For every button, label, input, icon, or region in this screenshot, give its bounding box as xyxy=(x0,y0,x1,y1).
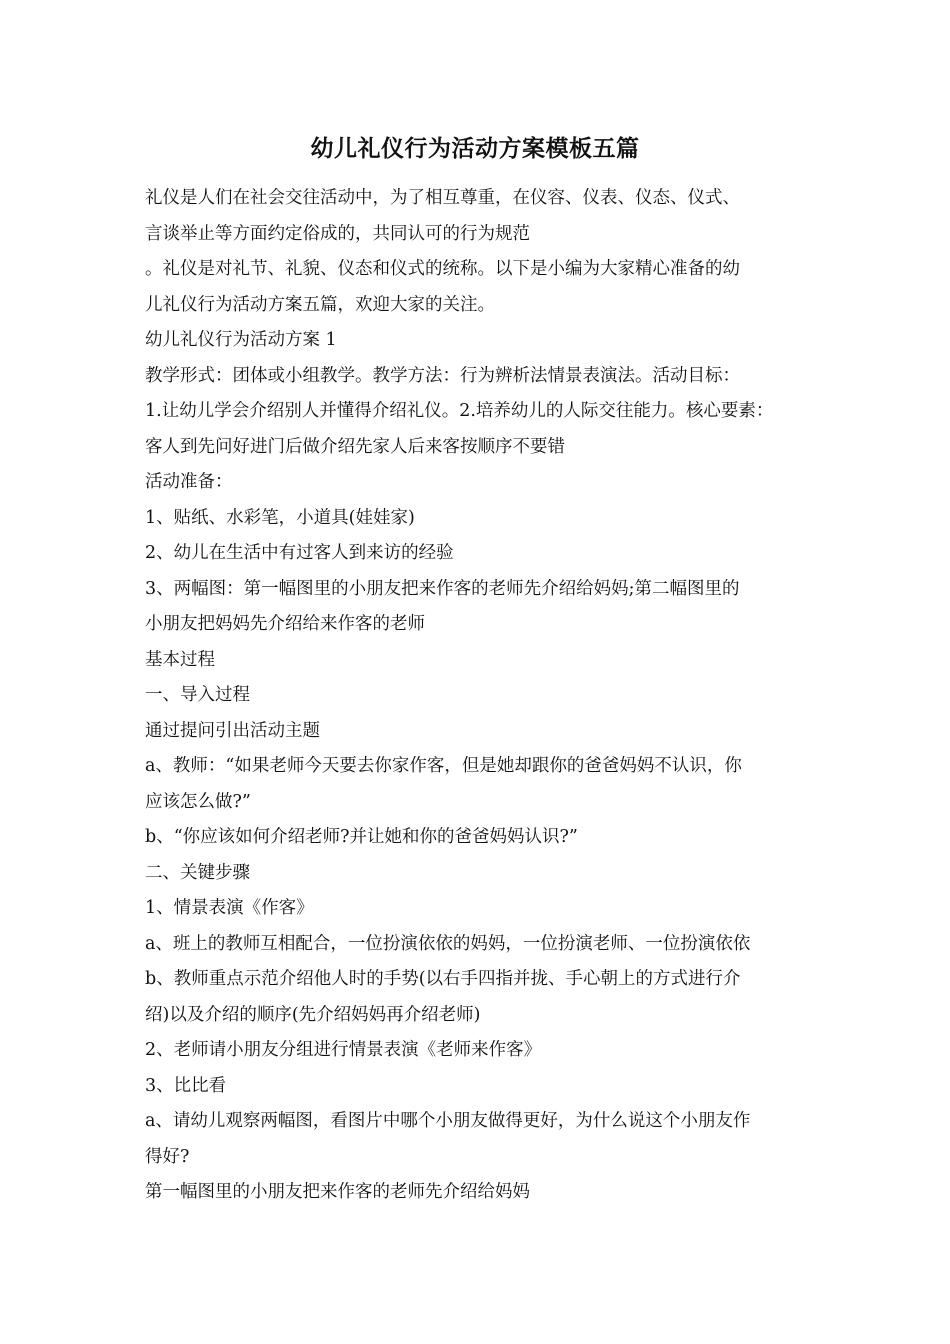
section-heading: 基本过程 xyxy=(145,649,215,670)
list-item: a、教师：“如果老师今天要去你家作客，但是她却跟你的爸爸妈妈不认识，你 xyxy=(145,756,742,776)
list-item: a、班上的教师互相配合，一位扮演依依的妈妈，一位扮演老师、一位扮演依依 xyxy=(145,933,751,954)
list-item: b、“你应该如何介绍老师?并让她和你的爸爸妈妈认识?” xyxy=(145,827,578,847)
text-line: 客人到先问好进门后做介绍先家人后来客按顺序不要错 xyxy=(145,436,565,457)
text-line: 第一幅图里的小朋友把来作客的老师先介绍给妈妈 xyxy=(145,1182,530,1202)
list-item: a、请幼儿观察两幅图，看图片中哪个小朋友做得更好，为什么说这个小朋友作 xyxy=(145,1111,751,1131)
list-item: 2、老师请小朋友分组进行情景表演《老师来作客》 xyxy=(145,1040,542,1060)
text-line: 教学形式：团体或小组教学。教学方法：行为辨析法情景表演法。活动目标： xyxy=(145,365,740,386)
text-line: 言谈举止等方面约定俗成的，共同认可的行为规范 xyxy=(145,223,530,244)
text-line: 绍)以及介绍的顺序(先介绍妈妈再介绍老师) xyxy=(145,1004,481,1025)
list-item: 3、两幅图：第一幅图里的小朋友把来作客的老师先介绍给妈妈;第二幅图里的 xyxy=(145,578,740,599)
text-line: 活动准备： xyxy=(145,472,233,492)
list-item: 3、比比看 xyxy=(145,1075,227,1096)
text-line: 1.让幼儿学会介绍别人并懂得介绍礼仪。2.培养幼儿的人际交往能力。核心要素： xyxy=(145,401,774,421)
list-item: 1、贴纸、水彩笔，小道具(娃娃家) xyxy=(145,507,415,528)
section-heading: 二、关键步骤 xyxy=(145,862,250,883)
text-line: 得好? xyxy=(145,1146,190,1167)
section-heading: 幼儿礼仪行为活动方案 1 xyxy=(145,330,337,350)
document-title: 幼儿礼仪行为活动方案模板五篇 xyxy=(310,135,640,162)
text-line: 通过提问引出活动主题 xyxy=(145,720,320,741)
list-item: 1、情景表演《作客》 xyxy=(145,898,314,918)
list-item: b、教师重点示范介绍他人时的手势(以右手四指并拢、手心朝上的方式进行介 xyxy=(145,969,741,989)
text-line: 应该怎么做?” xyxy=(145,791,251,812)
list-item: 2、幼儿在生活中有过客人到来访的经验 xyxy=(145,543,454,563)
document-body xyxy=(145,181,815,1211)
text-line: 。礼仪是对礼节、礼貌、仪态和仪式的统称。以下是小编为大家精心准备的幼 xyxy=(145,259,740,279)
section-heading: 一、导入过程 xyxy=(145,685,250,705)
text-line: 小朋友把妈妈先介绍给来作客的老师 xyxy=(145,614,425,634)
text-line: 儿礼仪行为活动方案五篇，欢迎大家的关注。 xyxy=(145,294,495,315)
text-line: 礼仪是人们在社会交往活动中，为了相互尊重，在仪容、仪表、仪态、仪式、 xyxy=(145,188,740,208)
